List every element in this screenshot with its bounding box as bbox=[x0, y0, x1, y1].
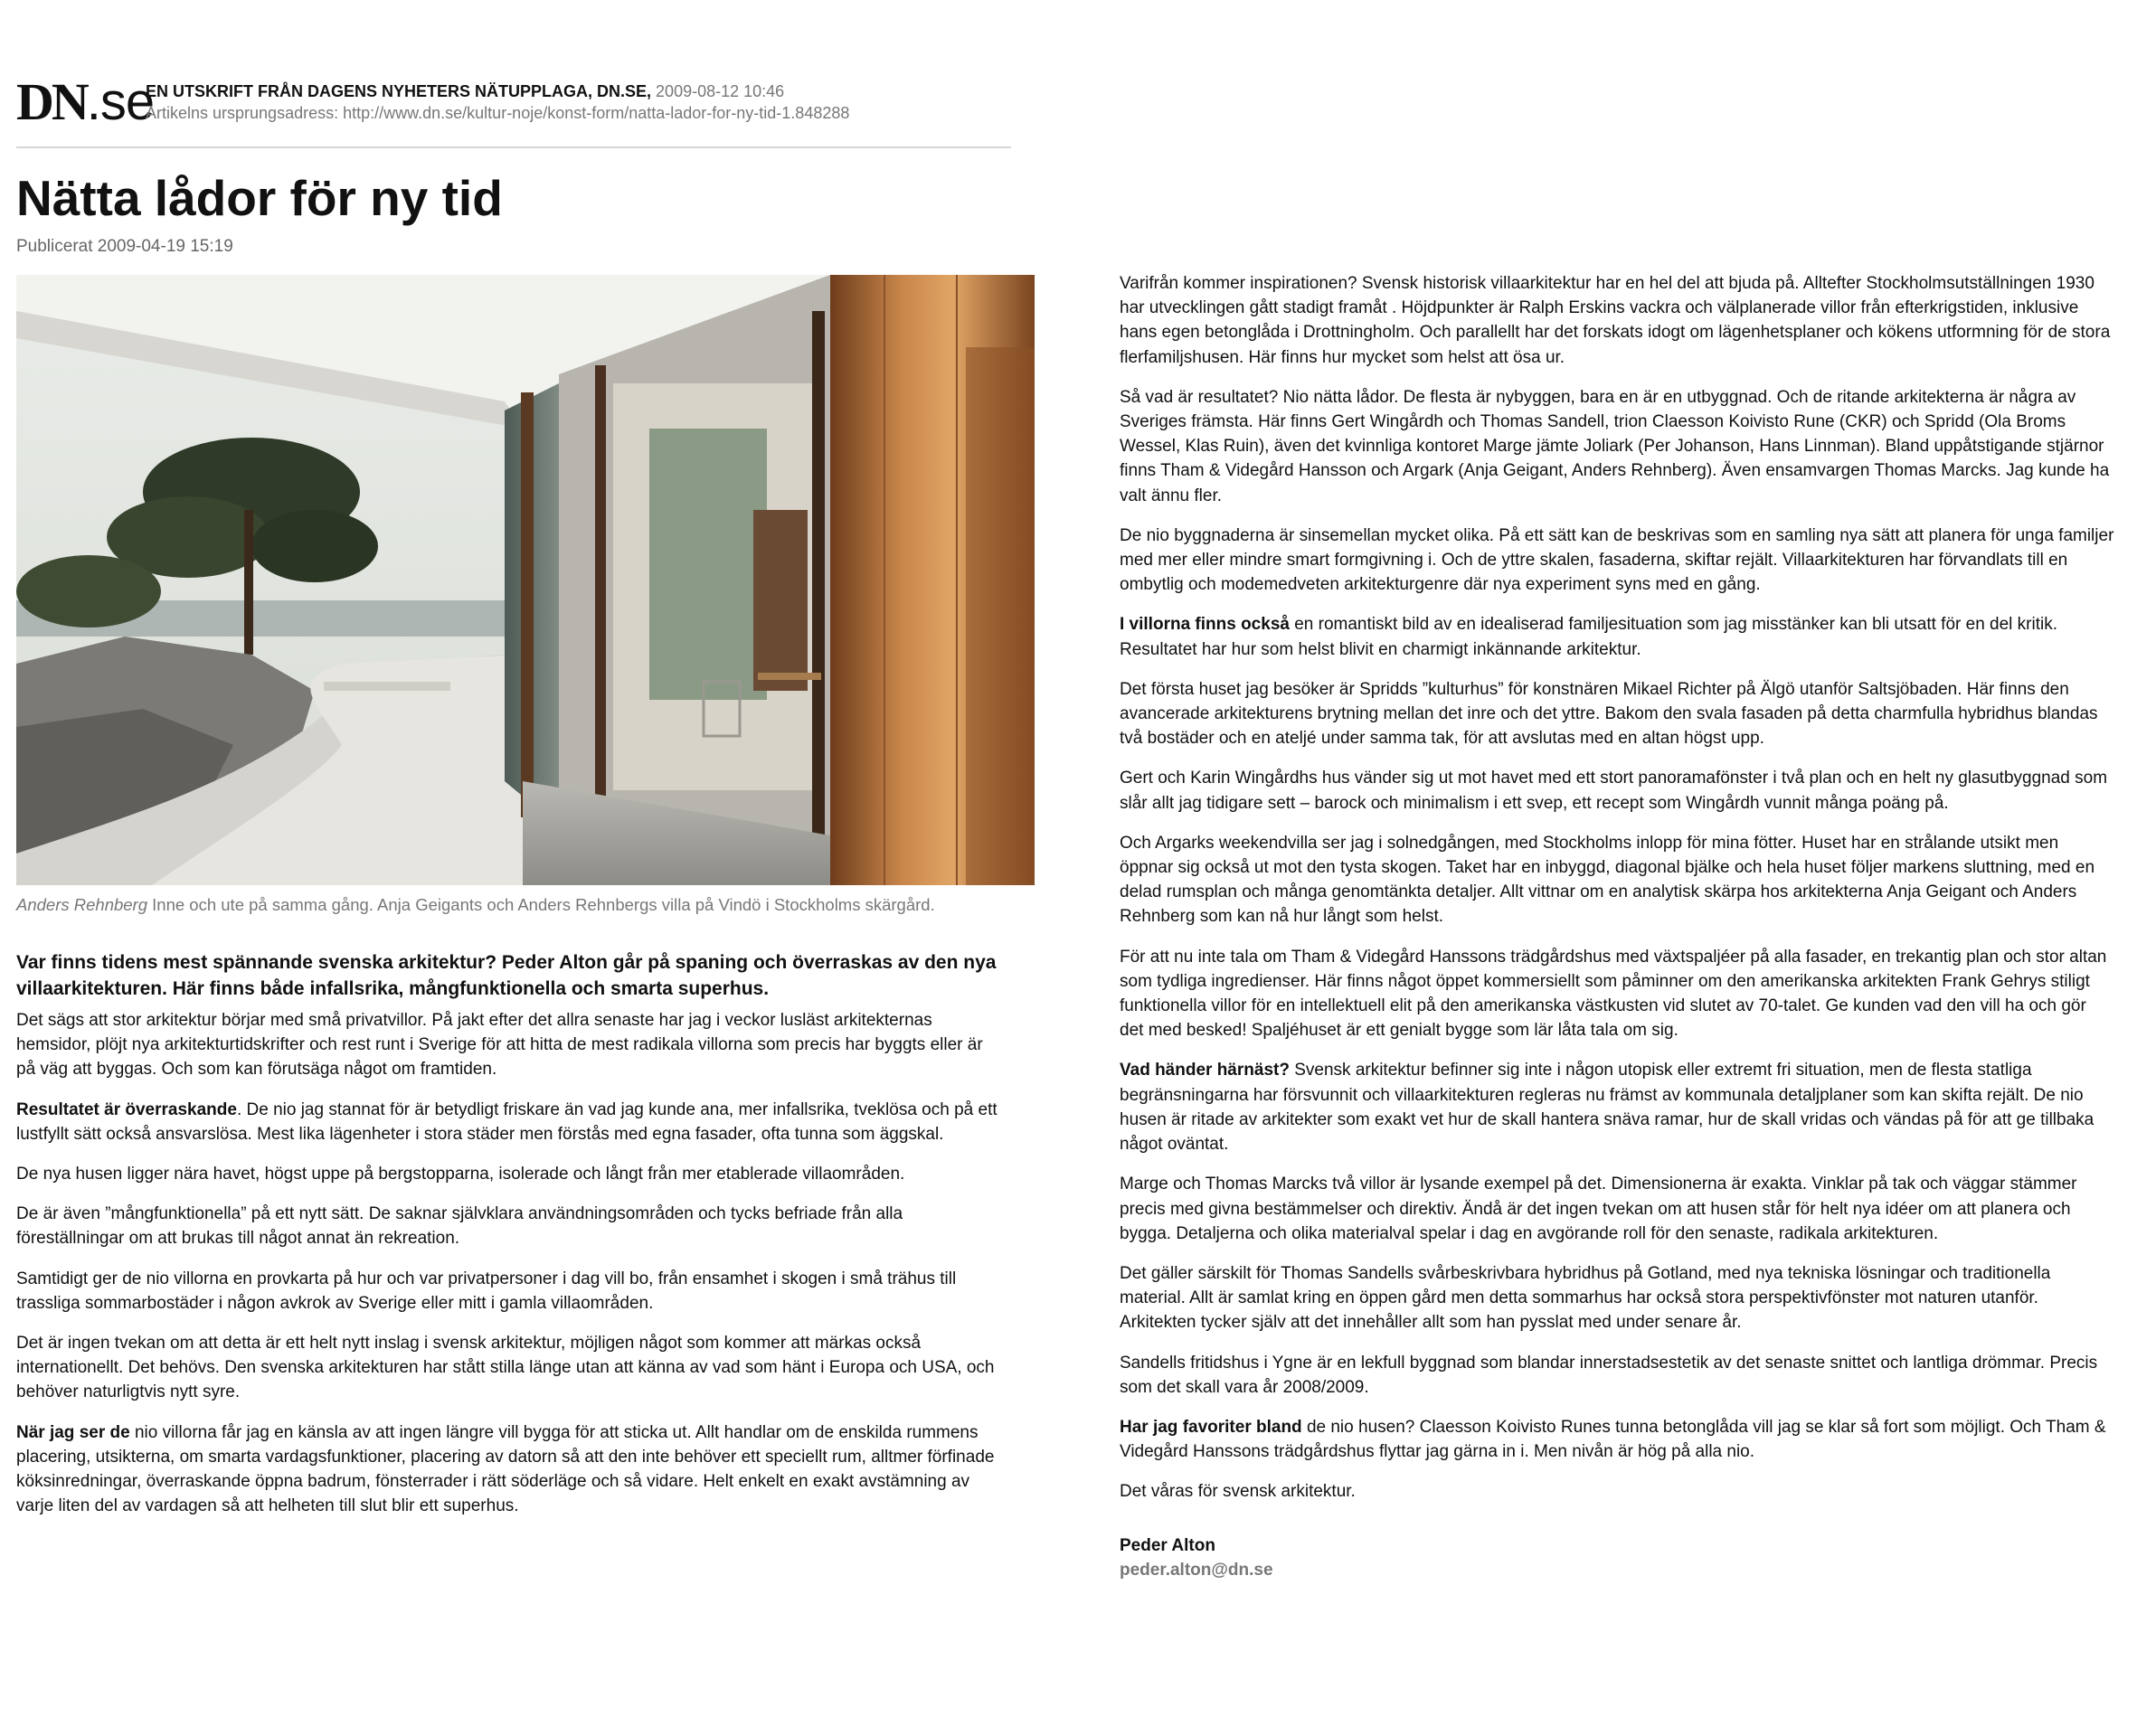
body-paragraph: I villorna finns också en romantiskt bild av en idealiserad familjesituation som jag misstänker kan bli utsatt för en del kritik. Resultatet har hur som helst blivit en charmigt inkännande arkitektur. bbox=[1120, 615, 2058, 659]
print-title: EN UTSKRIFT FRÅN DAGENS NYHETERS NÄTUPPLAGA, DN.SE, bbox=[146, 82, 652, 100]
body-paragraph: Varifrån kommer inspirationen? Svensk historisk villaarkitektur har en hel del att bjuda på. Alltefter Stockholmsutställningen 1930 har utvecklingen gått stadigt framåt . Höjdpunkter är Ralph Erskins vackra och välplanerade villor från efterkrigstiden, inklusive hans egen betonglåda i Drottningholm. Och parallellt har det forskats idogt om lägenhetsplaner och kökens utformning för de stora flerfamiljshusen. Här finns hur mycket som helst att ösa ur. bbox=[1120, 274, 2111, 367]
body-paragraph: Det våras för svensk arkitektur. bbox=[1120, 1482, 1356, 1502]
body-paragraph: När jag ser de nio villorna får jag en känsla av att ingen längre vill bygga för att sticka ut. Allt handlar om de enskilda rummens placering, utsikterna, om smarta vardagsfunktioner, placering av datorn så att den inte behöver ett speciellt rum, alltmer förfinade köksinredningar, överraskande öppna badrum, fönsterrader i rätt söderläge och så vidare. Helt enkelt en exakt avstämning av varje liten del av vardagen så att helheten till slut blir ett superhus. bbox=[16, 1422, 995, 1516]
print-date: 2009-08-12 10:46 bbox=[656, 82, 785, 100]
article-ingress: Var finns tidens mest spännande svenska arkitektur? Peder Alton går på spaning och överraskas av den nya villaarkitekturen. Här finns både infallsrika, mångfunktionella och smarta superhus. bbox=[16, 952, 997, 999]
print-title-line bbox=[146, 80, 849, 102]
photo-caption bbox=[16, 893, 1035, 916]
print-info bbox=[146, 80, 849, 124]
body-paragraph: De nio byggnaderna är sinsemellan mycket olika. På ett sätt kan de beskrivas som en samling nya sätt att planera för unga familjer med mer eller mindre smart formgivning i. Och de yttre skalen, fasaderna, skiftar rejält. Villaarkitekturen har förvandlats till en ombytlig och modemedveten arkitekturgenre där nya experiment syns med en gång. bbox=[1120, 525, 2114, 595]
logo-dn-text: DN bbox=[16, 72, 87, 131]
byline-email[interactable]: peder.alton@dn.se bbox=[1120, 1560, 1273, 1580]
photo-caption-text: Inne och ute på samma gång. Anja Geigants och Anders Rehnbergs villa på Vindö i Stockholms skärgård. bbox=[152, 895, 935, 914]
body-paragraph: Det första huset jag besöker är Spridds ”kulturhus” för konstnären Mikael Richter på Älgö utanför Saltsjöbaden. Här finns den avancerade arkitekturens brytning mellan det inre och det yttre. Bakom den svala fasaden på detta charmfulla hybridhus blandas två bostäder och en ateljé under samma tak, för att avslutas med en altan högst upp. bbox=[1120, 679, 2098, 749]
body-paragraph: Har jag favoriter bland de nio husen? Claesson Koivisto Runes tunna betonglåda vill jag se klar så fort som möjligt. Och Tham & Videgård Hanssons trädgårdshus flyttar jag gärna in i. Men nivån är hög på alla nio. bbox=[1120, 1417, 2106, 1462]
body-paragraph: Gert och Karin Wingårdhs hus vänder sig ut mot havet med ett stort panoramafönster i två plan och en helt ny glasutbyggnad som slår allt jag tidigare sett – barock och minimalism i ett svep, ett recept som Wingårdh vunnit många poäng på. bbox=[1120, 769, 2108, 813]
byline-author: Peder Alton bbox=[1120, 1535, 1215, 1555]
body-paragraph: Så vad är resultatet? Nio nätta lådor. De flesta är nybyggen, bara en är en utbyggnad. Och de ritande arkitekterna är några av Sveriges främsta. Här finns Gert Wingårdh och Thomas Sandell, trion Claesson Koivisto Rune (CKR) och Spridd (Ola Broms Wessel, Klas Ruin), även det kvinnliga kontoret Marge jämte Joliark (Per Johanson, Hans Linnman). Bland uppåtstigande stjärnor finns Tham & Videgård Hansson och Argark (Anja Geigant, Anders Rehnberg). Även ensamvargen Thomas Marcks. Jag kunde ha valt ännu fler. bbox=[1120, 387, 2110, 505]
origin-url[interactable]: http://www.dn.se/kultur-noje/konst-form/natta-lador-for-ny-tid-1.848288 bbox=[343, 104, 850, 122]
body-paragraph: Samtidigt ger de nio villorna en provkarta på hur och var privatpersoner i dag vill bo, från ensamhet i skogen i små trähus till trassliga sommarbostäder i någon avkrok av Sverige eller mitt i gamla villaområden. bbox=[16, 1269, 957, 1313]
body-paragraph: De nya husen ligger nära havet, högst uppe på bergstopparna, isolerade och långt från mer etablerade villaområden. bbox=[16, 1165, 905, 1184]
article-headline: Nätta lådor för ny tid bbox=[16, 170, 503, 226]
body-paragraph: De är även ”mångfunktionella” på ett nytt sätt. De saknar självklara användningsområden och tycks befriade från alla föreställningar om att brukas till något annat än rekreation. bbox=[16, 1204, 903, 1249]
origin-label: Artikelns ursprungsadress: bbox=[146, 104, 339, 122]
article-body-left bbox=[16, 1008, 1007, 1533]
byline bbox=[1120, 1533, 2114, 1582]
body-paragraph: För att nu inte tala om Tham & Videgård Hanssons trädgårdshus med växtspaljéer på alla fasader, en trekantig plan och stor altan som tydliga ingredienser. Här finns något öppet kommersiellt som påminner om den amerikanska arkitekten Frank Gehrys stiligt funktionella villor för en intellektuell elit på den amerikanska västkusten vid slutet av 70-talet. Ge kunden vad den vill ha och gör det med besked! Spaljéhuset är ett genialt bygge som lär låta tala om sig. bbox=[1120, 947, 2107, 1041]
body-paragraph: Det är ingen tvekan om att detta är ett helt nytt inslag i svensk arkitektur, möjligen något som kommer att märkas också internationellt. Det behövs. Den svenska arkitekturen har stått stilla länge utan att känna av vad som hänt i Europa och USA, och behöver naturligtvis nytt syre. bbox=[16, 1334, 995, 1402]
villa-photo-illustration bbox=[16, 275, 1035, 885]
body-paragraph: Marge och Thomas Marcks två villor är lysande exempel på det. Dimensionerna är exakta. Vinklar på tak och väggar stämmer precis med givna bestämmelser och direktiv. Ändå är det ingen tvekan om att husen står för helt nya idéer om att planera och bygga. Detaljerna och olika materialval spelar i dag en avgörande roll för den senaste, radikala arkitekturen. bbox=[1120, 1175, 2077, 1243]
body-paragraph: Och Argarks weekendvilla ser jag i solnedgången, med Stockholms inlopp för mina fötter. Huset har en strålande utsikt men öppnar sig också ut mot den tysta skogen. Taket har en inbyggd, diagonal bjälke och hela huset följer markens sluttning, med en delad rumsplan och många genomtänkta detaljer. Allt vittnar om en analytisk skärpa hos arkitekterna Anja Geigant och Anders Rehnberg som kan nå hur långt som helst. bbox=[1120, 833, 2095, 927]
photo-credit: Anders Rehnberg bbox=[16, 895, 148, 914]
article-body-right bbox=[1120, 271, 2114, 1582]
logo-se-text: .se bbox=[86, 72, 155, 131]
publish-date: Publicerat 2009-04-19 15:19 bbox=[16, 237, 233, 256]
body-paragraph: Resultatet är överraskande. De nio jag stannat för är betydligt friskare än vad jag kunde ana, mer infallsrika, tveklösa och på ett lustfyllt sätt också ansvarslösa. Mest lika lägenheter i stora städer men förstås med egna fasader, ofta tunna som äggskal. bbox=[16, 1099, 998, 1144]
body-paragraph: Det sägs att stor arkitektur börjar med små privatvillor. På jakt efter det allra senaste har jag i veckor lusläst arkitekternas hemsidor, plöjt nya arkitekturtidskrifter och rest runt i Sverige för att hitta de mest radikala villorna som precis har byggts eller är på väg att byggas. Och som kan förutsäga något om framtiden. bbox=[16, 1011, 983, 1080]
body-paragraph: Vad händer härnäst? Svensk arkitektur befinner sig inte i någon utopisk eller extremt fri situation, men de flesta statliga begränsningarna har försvunnit och villaarkitekturen regleras nu främst av kommunala detaljplaner som kan skifta rejält. De nio husen är ritade av arkitekter som exakt vet hur de skall hantera snäva ramar, hur de skall vridas och vändas på för att ge tillbaka något oväntat. bbox=[1120, 1061, 2094, 1155]
dn-logo[interactable] bbox=[16, 72, 155, 131]
body-paragraph: Sandells fritidshus i Ygne är en lekfull byggnad som blandar innerstadsestetik av det senaste snittet och lantliga drömmar. Precis som det skall vara år 2008/2009. bbox=[1120, 1353, 2098, 1397]
body-paragraph: Det gäller särskilt för Thomas Sandells svårbeskrivbara hybridhus på Gotland, med nya tekniska lösningar och traditionella material. Allt är samlat kring en öppen gård men detta sommarhus har också stora perspektivfönster mot naturen utanför. Arkitekten tycker själv att det innehåller allt som han pysslat med under senare år. bbox=[1120, 1263, 2051, 1333]
print-header bbox=[16, 72, 1011, 148]
origin-line bbox=[146, 102, 849, 124]
article-photo bbox=[16, 275, 1035, 885]
